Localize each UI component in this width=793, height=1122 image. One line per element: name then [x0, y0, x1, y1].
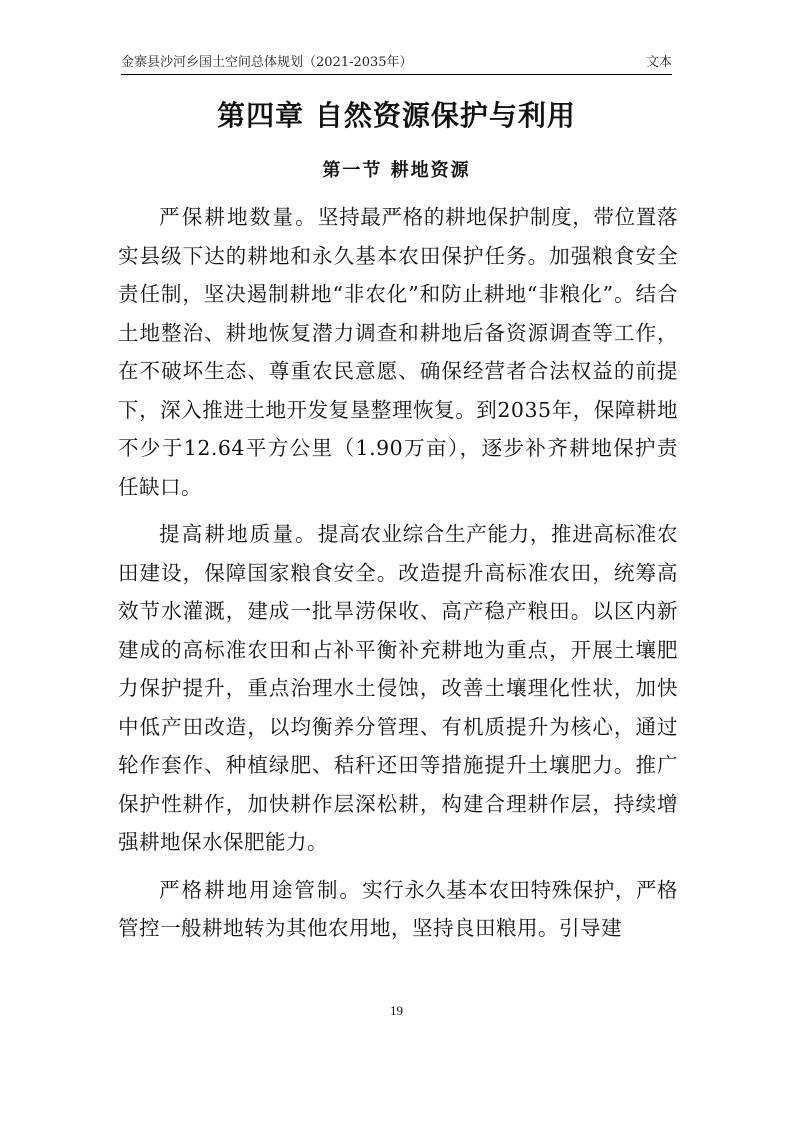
page-header [121, 52, 672, 75]
body-text [118, 198, 678, 957]
paragraph-text: 实行永久基本农田特殊保护，严格管控一般耕地转为其他农用地，坚持良田粮用。引导建 [118, 877, 679, 940]
paragraph-text: 坚持最严格的耕地保护制度，带位置落实县级下达的耕地和永久基本农田保护任务。加强粮食安全责任制，坚决遏制耕地“非农化”和防止耕地“非粮化”。结合土地整治、耕地恢复潜力调查和耕地后备资源调查等工作，在不破坏生态、尊重农民意愿、确保经营者合法权益的前提下，深入推进土地开发复垦整理恢复。到2035年，保障耕地不少于12.64平方公里（1.90万亩），逐步补齐耕地保护责任缺口。 [118, 205, 679, 499]
header-document-title: 金寨县沙河乡国土空间总体规划（2021-2035年） [121, 55, 413, 70]
paragraph-lead: 严格耕地用途管制。 [159, 877, 363, 902]
paragraph-lead: 提高耕地质量。 [159, 522, 318, 546]
paragraph-text: 提高农业综合生产能力，推进高标准农田建设，保障国家粮食安全。改造提升高标准农田，统筹高效节水灌溉，建成一批旱涝保收、高产稳产粮田。以区内新建成的高标准农田和占补平衡补充耕地为重点，开展土壤肥力保护提升，重点治理水土侵蚀，改善土壤理化性状，加快中低产田改造，以均衡养分管理、有机质提升为核心，通过轮作套作、种植绿肥、秸秆还田等措施提升土壤肥力。推广保护性耕作，加快耕作层深松耕，构建合理耕作层，持续增强耕地保水保肥能力。 [118, 522, 679, 854]
paragraph-farmland-use-control [118, 871, 678, 948]
paragraph-lead: 严保耕地数量。 [159, 205, 318, 229]
paragraph-farmland-quantity [118, 198, 678, 506]
chapter-title: 第四章 自然资源保护与利用 [217, 99, 576, 132]
header-document-type: 文本 [645, 55, 672, 70]
paragraph-farmland-quality [118, 515, 678, 862]
page-number: 19 [390, 1003, 403, 1018]
section-title: 第一节 耕地资源 [322, 160, 471, 181]
